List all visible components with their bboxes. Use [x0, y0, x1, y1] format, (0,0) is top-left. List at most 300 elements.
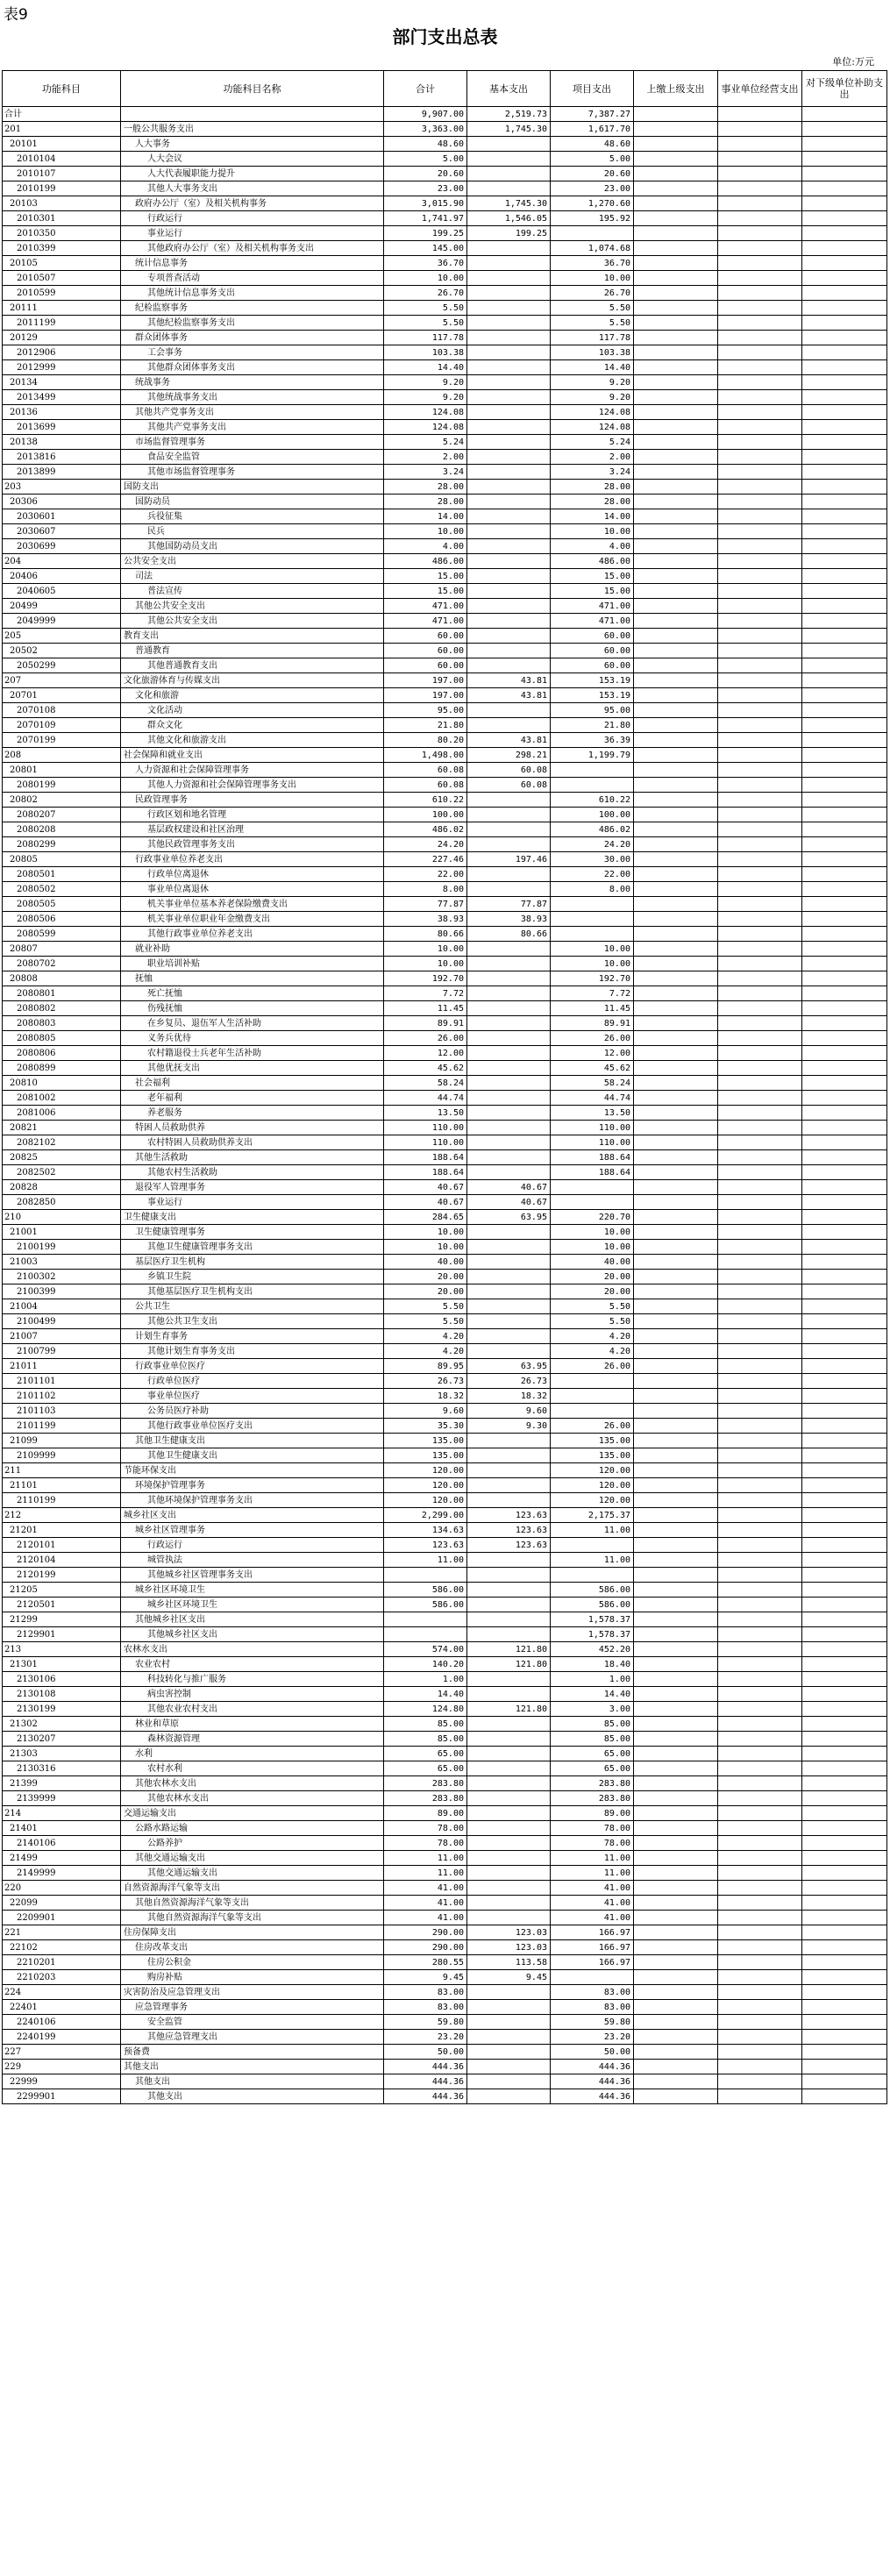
- row-basic: [467, 1761, 551, 1776]
- row-project: 10.00: [551, 1240, 634, 1255]
- row-subsidy: [802, 1091, 887, 1106]
- row-upper: [634, 1881, 718, 1896]
- row-subsidy: [802, 1061, 887, 1076]
- row-project: 9.20: [551, 375, 634, 390]
- row-project: 78.00: [551, 1821, 634, 1836]
- row-subsidy: [802, 1478, 887, 1493]
- row-subsidy: [802, 808, 887, 822]
- row-name: 专项普查活动: [121, 271, 384, 286]
- row-business: [718, 897, 802, 912]
- row-name: 农林水支出: [121, 1642, 384, 1657]
- row-total: 26.73: [384, 1374, 467, 1389]
- row-subsidy: [802, 793, 887, 808]
- row-project: 120.00: [551, 1493, 634, 1508]
- table-row: [3, 1270, 887, 1284]
- row-project: [551, 763, 634, 778]
- row-basic: [467, 703, 551, 718]
- row-name: 公共卫生: [121, 1299, 384, 1314]
- row-business: [718, 1791, 802, 1806]
- row-total: 20.00: [384, 1270, 467, 1284]
- row-basic: [467, 867, 551, 882]
- row-basic: [467, 1568, 551, 1583]
- row-total: 2.00: [384, 450, 467, 465]
- row-subsidy: [802, 181, 887, 196]
- row-upper: [634, 1001, 718, 1016]
- row-upper: [634, 1106, 718, 1121]
- row-name: 食品安全监管: [121, 450, 384, 465]
- row-name: 兵役征集: [121, 509, 384, 524]
- row-upper: [634, 882, 718, 897]
- row-subsidy: [802, 1985, 887, 2000]
- row-subsidy: [802, 1493, 887, 1508]
- row-upper: [634, 1657, 718, 1672]
- row-subsidy: [802, 1106, 887, 1121]
- row-upper: [634, 181, 718, 196]
- row-basic: 197.46: [467, 852, 551, 867]
- row-project: [551, 1195, 634, 1210]
- row-basic: [467, 1314, 551, 1329]
- row-business: [718, 1389, 802, 1404]
- row-basic: 1,745.30: [467, 122, 551, 137]
- row-subsidy: [802, 1732, 887, 1747]
- row-project: 11.00: [551, 1851, 634, 1866]
- row-upper: [634, 912, 718, 927]
- row-total: 5.50: [384, 301, 467, 316]
- row-code: 2080505: [3, 897, 121, 912]
- row-total: 28.00: [384, 480, 467, 495]
- row-project: 135.00: [551, 1448, 634, 1463]
- row-subsidy: [802, 316, 887, 331]
- row-basic: [467, 718, 551, 733]
- row-code: 2120101: [3, 1538, 121, 1553]
- row-project: 195.92: [551, 211, 634, 226]
- row-name: 森林资源管理: [121, 1732, 384, 1747]
- row-subsidy: [802, 1255, 887, 1270]
- row-basic: [467, 331, 551, 345]
- row-project: [551, 1180, 634, 1195]
- row-basic: 80.66: [467, 927, 551, 942]
- row-project: [551, 927, 634, 942]
- row-business: [718, 1404, 802, 1419]
- row-basic: [467, 1016, 551, 1031]
- row-project: 4.20: [551, 1344, 634, 1359]
- row-basic: 26.73: [467, 1374, 551, 1389]
- row-upper: [634, 1195, 718, 1210]
- row-name: 其他市场监督管理事务: [121, 465, 384, 480]
- row-code: 2080207: [3, 808, 121, 822]
- row-name: 伤残抚恤: [121, 1001, 384, 1016]
- row-upper: [634, 167, 718, 181]
- row-name: 统计信息事务: [121, 256, 384, 271]
- row-subsidy: [802, 852, 887, 867]
- table-row: [3, 524, 887, 539]
- row-business: [718, 942, 802, 957]
- row-total: 610.22: [384, 793, 467, 808]
- row-name: 住房保障支出: [121, 1925, 384, 1940]
- row-business: [718, 614, 802, 629]
- row-total: 14.40: [384, 360, 467, 375]
- row-business: [718, 480, 802, 495]
- row-upper: [634, 1478, 718, 1493]
- row-project: 20.00: [551, 1270, 634, 1284]
- row-name: 卫生健康管理事务: [121, 1225, 384, 1240]
- row-upper: [634, 1121, 718, 1135]
- row-name: 群众团体事务: [121, 331, 384, 345]
- row-project: 135.00: [551, 1434, 634, 1448]
- row-name: 城乡社区环境卫生: [121, 1583, 384, 1598]
- row-name: 节能环保支出: [121, 1463, 384, 1478]
- row-upper: [634, 554, 718, 569]
- row-name: 环境保护管理事务: [121, 1478, 384, 1493]
- row-code: 2100399: [3, 1284, 121, 1299]
- row-total: 444.36: [384, 2060, 467, 2074]
- row-project: 10.00: [551, 271, 634, 286]
- table-row: [3, 1076, 887, 1091]
- row-business: [718, 1985, 802, 2000]
- table-row: [3, 211, 887, 226]
- row-code: 20802: [3, 793, 121, 808]
- row-basic: [467, 1896, 551, 1911]
- row-basic: [467, 1344, 551, 1359]
- row-subsidy: [802, 271, 887, 286]
- row-upper: [634, 2060, 718, 2074]
- table-row: [3, 1970, 887, 1985]
- row-basic: [467, 822, 551, 837]
- row-total: 60.00: [384, 644, 467, 658]
- row-total: 120.00: [384, 1478, 467, 1493]
- row-upper: [634, 1135, 718, 1150]
- row-subsidy: [802, 644, 887, 658]
- row-total: 10.00: [384, 271, 467, 286]
- row-name: 人大代表履职能力提升: [121, 167, 384, 181]
- table-row: [3, 465, 887, 480]
- row-code: 21401: [3, 1821, 121, 1836]
- row-upper: [634, 644, 718, 658]
- row-basic: 43.81: [467, 688, 551, 703]
- row-subsidy: [802, 912, 887, 927]
- row-basic: [467, 1791, 551, 1806]
- row-upper: [634, 1911, 718, 1925]
- table-row: [3, 1940, 887, 1955]
- table-row: [3, 1911, 887, 1925]
- row-subsidy: [802, 733, 887, 748]
- row-subsidy: [802, 927, 887, 942]
- row-total: 83.00: [384, 2000, 467, 2015]
- row-project: 110.00: [551, 1135, 634, 1150]
- row-code: 2010599: [3, 286, 121, 301]
- row-business: [718, 1732, 802, 1747]
- table-row: [3, 1732, 887, 1747]
- row-business: [718, 1121, 802, 1135]
- row-name: 行政单位离退休: [121, 867, 384, 882]
- row-business: [718, 882, 802, 897]
- row-basic: [467, 1732, 551, 1747]
- col-header-upper: 上缴上级支出: [634, 71, 718, 107]
- row-code: 21004: [3, 1299, 121, 1314]
- row-subsidy: [802, 152, 887, 167]
- row-upper: [634, 1791, 718, 1806]
- row-project: 65.00: [551, 1761, 634, 1776]
- table-row: [3, 1493, 887, 1508]
- table-row: [3, 420, 887, 435]
- row-name: 城管执法: [121, 1553, 384, 1568]
- row-business: [718, 2089, 802, 2104]
- row-total: 5.50: [384, 1299, 467, 1314]
- row-code: 20828: [3, 1180, 121, 1195]
- row-total: 444.36: [384, 2089, 467, 2104]
- row-code: 20101: [3, 137, 121, 152]
- table-row: [3, 1896, 887, 1911]
- row-subsidy: [802, 1180, 887, 1195]
- row-upper: [634, 1240, 718, 1255]
- row-upper: [634, 1672, 718, 1687]
- row-project: 85.00: [551, 1717, 634, 1732]
- row-business: [718, 1240, 802, 1255]
- row-subsidy: [802, 1165, 887, 1180]
- row-project: [551, 912, 634, 927]
- row-name: 其他城乡社区支出: [121, 1627, 384, 1642]
- row-name: 计划生育事务: [121, 1329, 384, 1344]
- row-subsidy: [802, 1299, 887, 1314]
- row-upper: [634, 2015, 718, 2030]
- row-name: 其他环境保护管理事务支出: [121, 1493, 384, 1508]
- row-upper: [634, 867, 718, 882]
- row-subsidy: [802, 256, 887, 271]
- row-upper: [634, 495, 718, 509]
- table-row: [3, 1657, 887, 1672]
- row-subsidy: [802, 1896, 887, 1911]
- row-name: 行政运行: [121, 1538, 384, 1553]
- row-business: [718, 584, 802, 599]
- row-business: [718, 196, 802, 211]
- row-business: [718, 1061, 802, 1076]
- row-code: 2130106: [3, 1672, 121, 1687]
- row-name: 林业和草原: [121, 1717, 384, 1732]
- row-subsidy: [802, 420, 887, 435]
- row-upper: [634, 1061, 718, 1076]
- row-basic: [467, 1821, 551, 1836]
- row-total: 58.24: [384, 1076, 467, 1091]
- row-name: 其他政府办公厅（室）及相关机构事务支出: [121, 241, 384, 256]
- row-upper: [634, 748, 718, 763]
- row-upper: [634, 211, 718, 226]
- row-subsidy: [802, 1672, 887, 1687]
- row-business: [718, 808, 802, 822]
- row-subsidy: [802, 375, 887, 390]
- row-subsidy: [802, 1538, 887, 1553]
- table-row: [3, 1776, 887, 1791]
- row-code: 2109999: [3, 1448, 121, 1463]
- table-row: [3, 569, 887, 584]
- table-row: [3, 1001, 887, 1016]
- table-row: [3, 748, 887, 763]
- row-basic: 9.30: [467, 1419, 551, 1434]
- row-basic: [467, 1598, 551, 1612]
- row-basic: [467, 360, 551, 375]
- row-business: [718, 405, 802, 420]
- row-code: 2210203: [3, 1970, 121, 1985]
- table-row: [3, 181, 887, 196]
- table-row: [3, 345, 887, 360]
- row-total: 77.87: [384, 897, 467, 912]
- row-code: 2130207: [3, 1732, 121, 1747]
- row-total: 11.00: [384, 1866, 467, 1881]
- row-project: 15.00: [551, 569, 634, 584]
- row-basic: [467, 1478, 551, 1493]
- row-total: 124.80: [384, 1702, 467, 1717]
- row-total: 135.00: [384, 1434, 467, 1448]
- row-subsidy: [802, 167, 887, 181]
- row-total: 85.00: [384, 1717, 467, 1732]
- row-name: 基层政权建设和社区治理: [121, 822, 384, 837]
- row-code: 2010107: [3, 167, 121, 181]
- table-row: [3, 1612, 887, 1627]
- table-row: [3, 852, 887, 867]
- row-code: 20105: [3, 256, 121, 271]
- row-name: 其他农村生活救助: [121, 1165, 384, 1180]
- row-name: 统战事务: [121, 375, 384, 390]
- row-code: 2240106: [3, 2015, 121, 2030]
- row-subsidy: [802, 1210, 887, 1225]
- row-name: 群众文化: [121, 718, 384, 733]
- row-basic: [467, 614, 551, 629]
- row-name: 其他文化和旅游支出: [121, 733, 384, 748]
- row-business: [718, 1195, 802, 1210]
- row-subsidy: [802, 1791, 887, 1806]
- row-upper: [634, 971, 718, 986]
- row-total: 36.70: [384, 256, 467, 271]
- table-row: [3, 673, 887, 688]
- row-code: 21099: [3, 1434, 121, 1448]
- row-project: 20.00: [551, 1284, 634, 1299]
- row-code: 2050299: [3, 658, 121, 673]
- row-upper: [634, 1329, 718, 1344]
- row-business: [718, 1135, 802, 1150]
- row-total: 48.60: [384, 137, 467, 152]
- row-code: 2240199: [3, 2030, 121, 2045]
- row-code: 2100302: [3, 1270, 121, 1284]
- row-basic: [467, 1553, 551, 1568]
- row-code: 2080299: [3, 837, 121, 852]
- row-code: 229: [3, 2060, 121, 2074]
- row-total: 9.20: [384, 375, 467, 390]
- row-name: 农村特困人员救助供养支出: [121, 1135, 384, 1150]
- row-business: [718, 986, 802, 1001]
- row-business: [718, 1538, 802, 1553]
- row-name: 水利: [121, 1747, 384, 1761]
- row-code: 2101103: [3, 1404, 121, 1419]
- row-subsidy: [802, 1717, 887, 1732]
- row-name: 事业单位医疗: [121, 1389, 384, 1404]
- row-project: 2.00: [551, 450, 634, 465]
- row-upper: [634, 852, 718, 867]
- row-total: 41.00: [384, 1911, 467, 1925]
- row-project: 15.00: [551, 584, 634, 599]
- row-total: 280.55: [384, 1955, 467, 1970]
- row-total: 89.95: [384, 1359, 467, 1374]
- row-name: 应急管理事务: [121, 2000, 384, 2015]
- row-total: 100.00: [384, 808, 467, 822]
- row-business: [718, 1627, 802, 1642]
- row-total: 59.80: [384, 2015, 467, 2030]
- row-subsidy: [802, 241, 887, 256]
- row-business: [718, 1344, 802, 1359]
- row-basic: 60.08: [467, 763, 551, 778]
- row-project: 220.70: [551, 1210, 634, 1225]
- table-row: [3, 450, 887, 465]
- row-upper: [634, 1553, 718, 1568]
- row-total: 123.63: [384, 1538, 467, 1553]
- row-business: [718, 1493, 802, 1508]
- row-business: [718, 1284, 802, 1299]
- row-basic: 43.81: [467, 673, 551, 688]
- row-total: 18.32: [384, 1389, 467, 1404]
- row-code: 22099: [3, 1896, 121, 1911]
- row-upper: [634, 1270, 718, 1284]
- row-total: 45.62: [384, 1061, 467, 1076]
- row-code: 201: [3, 122, 121, 137]
- row-code: 20701: [3, 688, 121, 703]
- row-basic: [467, 301, 551, 316]
- row-subsidy: [802, 748, 887, 763]
- row-subsidy: [802, 2030, 887, 2045]
- row-code: 213: [3, 1642, 121, 1657]
- row-upper: [634, 2074, 718, 2089]
- row-basic: [467, 345, 551, 360]
- table-row: [3, 1344, 887, 1359]
- row-business: [718, 495, 802, 509]
- row-name: 其他共产党事务支出: [121, 405, 384, 420]
- row-code: 2080899: [3, 1061, 121, 1076]
- row-business: [718, 1523, 802, 1538]
- row-project: 2,175.37: [551, 1508, 634, 1523]
- row-total: 134.63: [384, 1523, 467, 1538]
- row-total: 40.67: [384, 1180, 467, 1195]
- row-total: 60.00: [384, 658, 467, 673]
- row-project: 5.50: [551, 316, 634, 331]
- row-code: 203: [3, 480, 121, 495]
- row-code: 2082102: [3, 1135, 121, 1150]
- row-total: 471.00: [384, 614, 467, 629]
- row-project: 50.00: [551, 2045, 634, 2060]
- row-subsidy: [802, 539, 887, 554]
- row-name: 纪检监察事务: [121, 301, 384, 316]
- row-total: 9.45: [384, 1970, 467, 1985]
- row-total: 20.60: [384, 167, 467, 181]
- row-upper: [634, 2045, 718, 2060]
- row-total: 283.80: [384, 1791, 467, 1806]
- row-total: 444.36: [384, 2074, 467, 2089]
- row-subsidy: [802, 971, 887, 986]
- row-basic: 77.87: [467, 897, 551, 912]
- row-project: 10.00: [551, 1225, 634, 1240]
- row-upper: [634, 420, 718, 435]
- row-basic: [467, 1046, 551, 1061]
- row-upper: [634, 1583, 718, 1598]
- row-project: 41.00: [551, 1881, 634, 1896]
- row-code: 20810: [3, 1076, 121, 1091]
- row-upper: [634, 1150, 718, 1165]
- row-total: 10.00: [384, 1225, 467, 1240]
- row-subsidy: [802, 1329, 887, 1344]
- row-subsidy: [802, 1359, 887, 1374]
- row-project: 120.00: [551, 1463, 634, 1478]
- row-business: [718, 226, 802, 241]
- row-name: 购房补贴: [121, 1970, 384, 1985]
- row-name: 就业补助: [121, 942, 384, 957]
- table-row: [3, 226, 887, 241]
- row-business: [718, 1821, 802, 1836]
